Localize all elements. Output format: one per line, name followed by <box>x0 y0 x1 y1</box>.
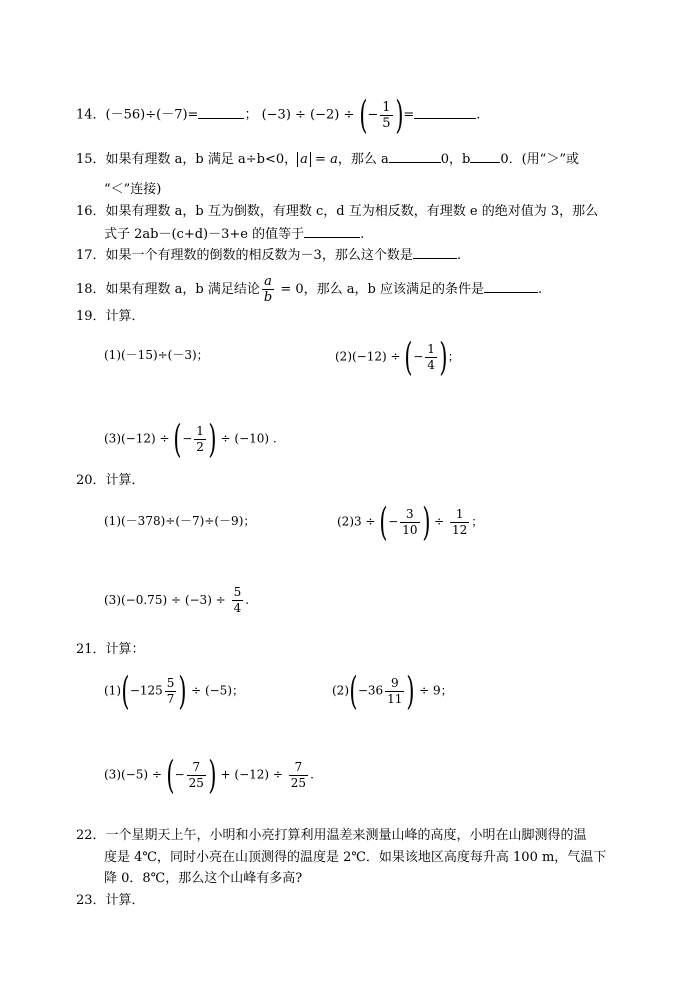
right-paren: ) <box>208 753 217 797</box>
separator: ； <box>244 107 258 123</box>
question-22-line-2 <box>104 849 606 867</box>
denominator: 4 <box>233 601 242 615</box>
numerator: 7 <box>294 759 303 774</box>
numerator: 1 <box>455 506 464 521</box>
denominator: 25 <box>188 775 204 790</box>
numerator: 9 <box>390 675 399 690</box>
fraction <box>289 760 308 791</box>
expression: ÷ (−5)； <box>187 683 245 698</box>
right-paren: ) <box>406 669 415 713</box>
question-number: 14． <box>76 107 106 123</box>
expression: (1)(－378)÷(－7)÷(－9)； <box>104 514 256 528</box>
expression: ÷ <box>430 514 449 529</box>
question-15-line-2 <box>104 181 161 199</box>
answer-blank[interactable] <box>413 245 457 259</box>
expression: (−3) ÷ (−2) ÷ <box>261 107 359 123</box>
denominator: 4 <box>427 357 435 372</box>
minus-sign: − <box>388 514 399 529</box>
question-18 <box>76 274 542 305</box>
minus-sign: − <box>174 767 185 782</box>
period: . <box>476 107 481 123</box>
minus-sign: − <box>367 107 379 123</box>
question-number: 19． <box>76 309 106 324</box>
period: . <box>310 767 314 782</box>
right-paren: ) <box>208 417 217 461</box>
period: . <box>537 282 543 297</box>
denominator: b <box>263 290 273 305</box>
answer-blank[interactable] <box>484 279 538 293</box>
expression: (2)3 ÷ <box>337 514 380 529</box>
question-text: 如果有理数 a，b 互为倒数，有理数 c，d 互为相反数，有理数 e 的绝对值为 3，那么 <box>105 204 599 219</box>
left-paren: ( <box>404 335 413 379</box>
question-22 <box>76 827 587 845</box>
absolute-value: a <box>297 152 311 167</box>
expression: (－56)÷(－7)= <box>105 107 199 123</box>
fraction <box>400 507 419 538</box>
question-15 <box>76 149 579 169</box>
right-paren: ) <box>178 669 187 713</box>
question-21-part-1 <box>104 669 245 713</box>
question-number: 21． <box>76 642 106 657</box>
question-16-line-2 <box>104 224 364 244</box>
question-text: 0，b <box>440 152 471 167</box>
question-number: 16． <box>76 204 106 219</box>
fraction <box>450 507 469 538</box>
question-20-part-3 <box>104 585 249 616</box>
expression: + (−12) ÷ <box>216 767 287 782</box>
right-paren: ) <box>439 335 448 379</box>
question-text: 计算： <box>105 642 145 657</box>
numerator: 1 <box>196 423 204 438</box>
left-paren: ( <box>166 753 175 797</box>
answer-blank[interactable] <box>198 105 244 119</box>
question-text: = 0，那么 a，b 应该满足的条件是 <box>276 282 484 297</box>
question-text: 计算． <box>105 893 145 908</box>
question-text: 如果有理数 a，b 满足结论 <box>105 282 260 297</box>
left-paren: ( <box>121 669 130 713</box>
equals-sign: = <box>403 107 415 123</box>
equals-sign: = <box>310 152 331 167</box>
question-number: 23． <box>76 893 106 908</box>
question-19-part-1 <box>104 346 209 364</box>
denominator: 10 <box>402 522 418 537</box>
question-text: 降 0．8℃，那么这个山峰有多高? <box>104 871 303 886</box>
question-text: 度是 4℃，同时小亮在山顶测得的温度是 2℃．如果该地区高度每升高 100 m，气温下 <box>104 850 607 865</box>
semicolon: ； <box>471 514 484 529</box>
answer-blank[interactable] <box>470 149 500 163</box>
numerator: 7 <box>192 759 201 774</box>
period: . <box>456 248 461 263</box>
mixed-number-integer: −36 <box>357 683 384 698</box>
question-19-part-3 <box>104 417 277 461</box>
question-22-line-3 <box>104 870 302 888</box>
fraction <box>165 676 177 707</box>
question-21-part-2 <box>332 669 453 713</box>
fraction <box>232 585 244 616</box>
expression: ÷ (−10) . <box>216 431 277 446</box>
question-text: “＜”连接) <box>104 182 162 197</box>
left-paren: ( <box>379 500 388 544</box>
expression: (1)(－15)÷(－3)； <box>104 348 209 362</box>
period: . <box>245 593 250 607</box>
question-text: 计算． <box>105 473 145 488</box>
numerator: 3 <box>406 506 414 521</box>
fraction <box>194 424 206 455</box>
question-text: 如果一个有理数的倒数的相反数为－3，那么这个数是 <box>105 248 413 263</box>
question-19-part-2 <box>335 335 460 379</box>
question-17 <box>76 245 461 265</box>
question-20-part-2 <box>337 500 484 544</box>
answer-blank[interactable] <box>389 149 441 163</box>
period: . <box>360 227 365 242</box>
mixed-number-integer: −125 <box>129 683 163 698</box>
question-number: 18． <box>76 282 106 297</box>
numerator: 5 <box>233 585 242 599</box>
denominator: 7 <box>166 691 175 706</box>
left-paren: ( <box>173 417 182 461</box>
question-text: 式子 2ab－(c+d)－3+e 的值等于 <box>104 227 305 242</box>
question-text: 如果有理数 a，b 满足 a÷b<0， <box>105 152 298 167</box>
expression: (3)(−5) ÷ <box>104 767 166 782</box>
expression: (2)(−12) ÷ <box>335 349 405 364</box>
numerator: a <box>264 274 272 289</box>
numerator: 1 <box>382 99 391 115</box>
question-text: 计算． <box>105 309 145 324</box>
variable: a <box>330 152 338 167</box>
expression: ÷ 9； <box>415 683 453 698</box>
question-text: ，那么 a <box>337 152 389 167</box>
denominator: 2 <box>196 439 204 454</box>
question-21-part-3 <box>104 753 314 797</box>
question-20-part-1 <box>104 512 255 530</box>
fraction <box>385 676 404 707</box>
fraction <box>380 100 392 131</box>
question-text: 0．(用“＞”或 <box>500 152 579 167</box>
minus-sign: − <box>182 431 193 446</box>
expression: (1) <box>104 683 121 698</box>
question-19 <box>76 308 145 326</box>
question-number: 22． <box>76 828 106 843</box>
fraction <box>187 760 206 791</box>
answer-blank[interactable] <box>304 224 360 238</box>
denominator: 11 <box>387 691 403 706</box>
question-20 <box>76 472 145 490</box>
fraction <box>425 342 437 373</box>
minus-sign: − <box>413 349 424 364</box>
question-number: 15． <box>76 152 106 167</box>
denominator: 5 <box>382 115 391 131</box>
question-text: 一个星期天上午，小明和小亮打算利用温差来测量山峰的高度，小明在山脚测得的温 <box>105 828 587 843</box>
right-paren: ) <box>394 93 404 137</box>
question-16 <box>76 203 598 221</box>
denominator: 12 <box>452 522 468 537</box>
expression: (3)(−0.75) ÷ (−3) ÷ <box>104 593 230 607</box>
question-number: 17． <box>76 248 106 263</box>
expression: (3)(−12) ÷ <box>104 431 174 446</box>
fraction <box>262 274 274 305</box>
question-14 <box>76 93 481 137</box>
question-number: 20． <box>76 473 106 488</box>
right-paren: ) <box>421 500 430 544</box>
numerator: 5 <box>166 675 175 690</box>
numerator: 1 <box>427 341 435 356</box>
expression: (2) <box>332 683 349 698</box>
semicolon: ； <box>447 349 460 364</box>
question-23 <box>76 892 145 910</box>
left-paren: ( <box>349 669 358 713</box>
left-paren: ( <box>358 93 368 137</box>
question-21 <box>76 641 145 659</box>
answer-blank[interactable] <box>414 105 476 119</box>
denominator: 25 <box>290 775 307 790</box>
